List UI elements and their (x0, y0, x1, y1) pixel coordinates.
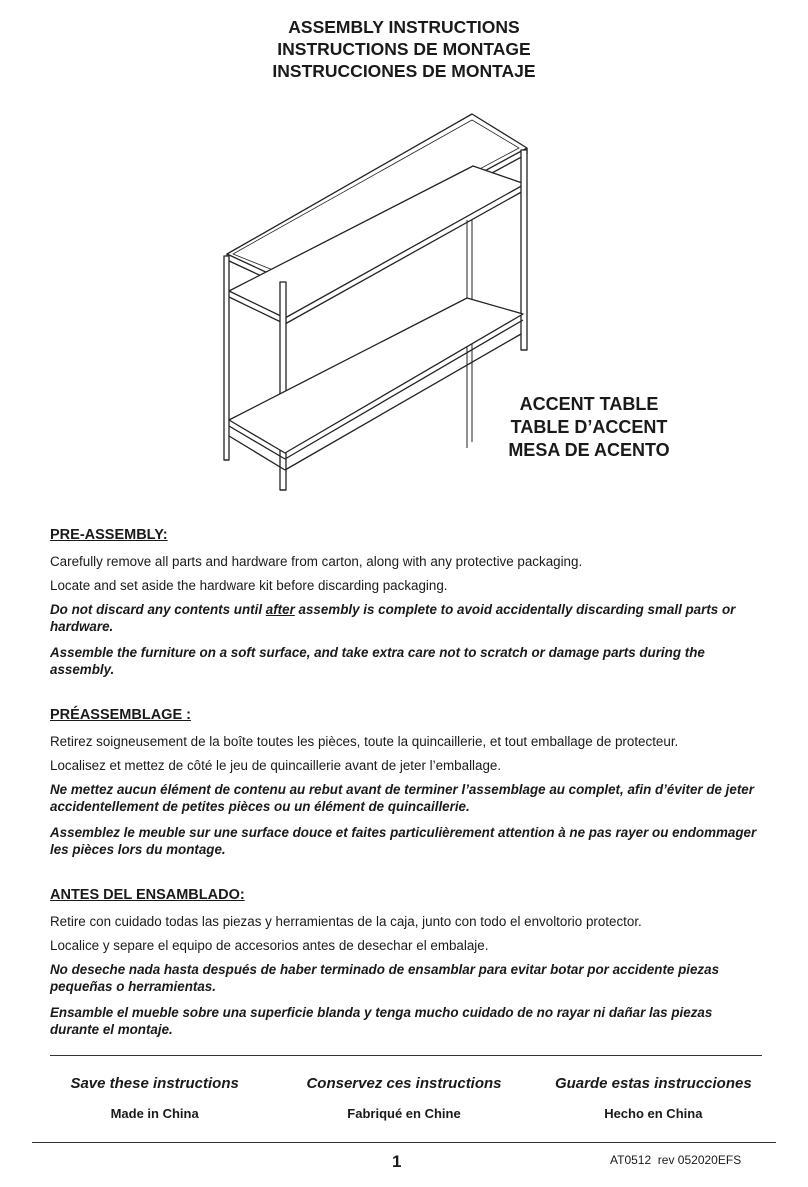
instruction-paragraph: Localisez et mettez de côté le jeu de quincaillerie avant de jeter l’emballage. (50, 758, 502, 773)
instruction-paragraph: Carefully remove all parts and hardware from carton, along with any protective packaging. (50, 554, 583, 569)
footer (30, 1074, 778, 1123)
instruction-paragraph: Retire con cuidado todas las piezas y herramientas de la caja, junto con todo el envoltorio protector. (50, 914, 642, 929)
page-number: 1 (392, 1152, 402, 1171)
warning-paragraph: Ne mettez aucun élément de contenu au rebut avant de terminer l’assemblage au complet, afin d’éviter de jeter accidentellement de petites pièces ou un élément de quincaillerie. (50, 782, 754, 814)
title-spanish: INSTRUCCIONES DE MONTAJE (272, 61, 536, 81)
warning-paragraph: Ensamble el mueble sobre una superficie blanda y tenga mucho cuidado de no rayar ni dañar las piezas durante el montaje. (50, 1005, 713, 1037)
save-instructions-text: Save these instructions (70, 1075, 239, 1092)
product-name (486, 393, 692, 462)
made-in-text: Hecho en China (604, 1106, 703, 1121)
warning-paragraph (50, 601, 762, 635)
save-instructions-text: Conservez ces instructions (306, 1075, 502, 1092)
instruction-paragraph: Locate and set aside the hardware kit before discarding packaging. (50, 578, 448, 593)
footer-column-french (279, 1074, 528, 1123)
title-english: ASSEMBLY INSTRUCTIONS (288, 17, 520, 37)
product-name-english: ACCENT TABLE (519, 394, 659, 414)
warning-text: assembly is complete to avoid accidentally discarding small parts or hardware. (50, 602, 736, 634)
made-in-text: Made in China (110, 1106, 199, 1121)
warning-paragraph: No deseche nada hasta después de haber terminado de ensamblar para evitar botar por accidente piezas pequeñas o herramientas. (50, 962, 720, 994)
product-name-french: TABLE D’ACCENT (510, 417, 668, 437)
footer-column-english (30, 1074, 279, 1123)
section-heading: ANTES DEL ENSAMBLADO: (50, 887, 245, 903)
divider (50, 1055, 762, 1056)
instruction-paragraph: Localice y separe el equipo de accesorios antes de desechar el embalaje. (50, 938, 489, 953)
section-heading: PRÉASSEMBLAGE : (50, 707, 191, 723)
document-title (0, 16, 808, 82)
divider (32, 1142, 776, 1143)
pre-assembly-spanish (50, 886, 762, 1047)
instruction-paragraph: Retirez soigneusement de la boîte toutes les pièces, toute la quincaillerie, et tout emballage de protecteur. (50, 734, 679, 749)
title-french: INSTRUCTIONS DE MONTAGE (277, 39, 531, 59)
pre-assembly-french (50, 706, 762, 867)
section-heading: PRE-ASSEMBLY: (50, 527, 168, 543)
emphasis-text: after (265, 602, 295, 617)
warning-paragraph: Assemble the furniture on a soft surface, and take extra care not to scratch or damage parts during the assembly. (50, 645, 705, 677)
pre-assembly-english (50, 526, 762, 687)
product-name-spanish: MESA DE ACENTO (508, 440, 670, 460)
document-code: AT0512 rev 052020EFS (610, 1153, 742, 1167)
save-instructions-text: Guarde estas instrucciones (554, 1075, 752, 1092)
made-in-text: Fabriqué en Chine (347, 1106, 461, 1121)
footer-column-spanish (529, 1074, 778, 1123)
warning-paragraph: Assemblez le meuble sur une surface douce et faites particulièrement attention à ne pas rayer ou endommager les pièces lors du montage. (50, 825, 757, 857)
warning-text: Do not discard any contents until (50, 602, 266, 617)
